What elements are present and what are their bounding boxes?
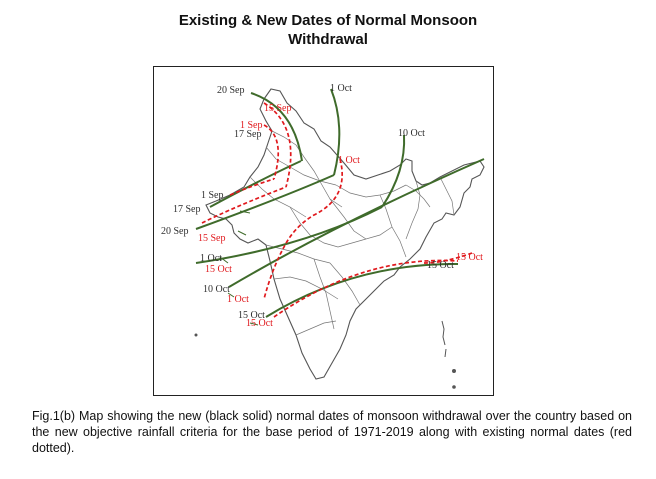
old-label-15sep-north: 15 Sep bbox=[264, 103, 292, 114]
new-label-10oct: 10 Oct bbox=[203, 284, 230, 295]
new-label-15oct: 15 Oct bbox=[238, 310, 265, 321]
old-line-1sep bbox=[230, 179, 274, 195]
old-line-15sep-north bbox=[264, 103, 291, 187]
new-label-20sep-north: 20 Sep bbox=[217, 85, 245, 96]
new-line-15oct bbox=[266, 264, 458, 317]
map-frame bbox=[153, 66, 494, 396]
old-label-15oct-east: 15 Oct bbox=[456, 252, 483, 263]
old-label-1oct: 1 Oct bbox=[227, 294, 249, 305]
new-line-17sep bbox=[210, 161, 301, 207]
new-label-17sep-north: 17 Sep bbox=[234, 129, 262, 140]
new-line-20sep bbox=[196, 175, 334, 229]
map-title-line2: Withdrawal bbox=[288, 31, 368, 48]
new-label-10oct-east: 10 Oct bbox=[398, 128, 425, 139]
old-label-15oct: 15 Oct bbox=[246, 318, 273, 329]
new-label-1sep: 1 Sep bbox=[201, 190, 224, 201]
old-label-1sep-north: 1 Sep bbox=[240, 120, 263, 131]
india-withdrawal-map bbox=[154, 67, 495, 397]
map-title-line1: Existing & New Dates of Normal Monsoon bbox=[178, 12, 478, 29]
new-label-1oct-north: 1 Oct bbox=[330, 83, 352, 94]
old-label-15oct-west: 15 Oct bbox=[205, 264, 232, 275]
new-label-17sep: 17 Sep bbox=[173, 204, 201, 215]
new-label-15oct-east: 15 Oct bbox=[427, 260, 454, 271]
new-label-1oct: 1 Oct bbox=[200, 253, 222, 264]
figure-caption: Fig.1(b) Map showing the new (black solid) normal dates of monsoon withdrawal over the country based on the new objective rainfall criteria for the base period of 1971-2019 along with existing normal dates (red dotted). bbox=[32, 409, 632, 455]
old-label-1oct-east: 1 Oct bbox=[338, 155, 360, 166]
old-label-15sep: 15 Sep bbox=[198, 233, 226, 244]
islands bbox=[195, 321, 456, 388]
new-label-20sep: 20 Sep bbox=[161, 226, 189, 237]
